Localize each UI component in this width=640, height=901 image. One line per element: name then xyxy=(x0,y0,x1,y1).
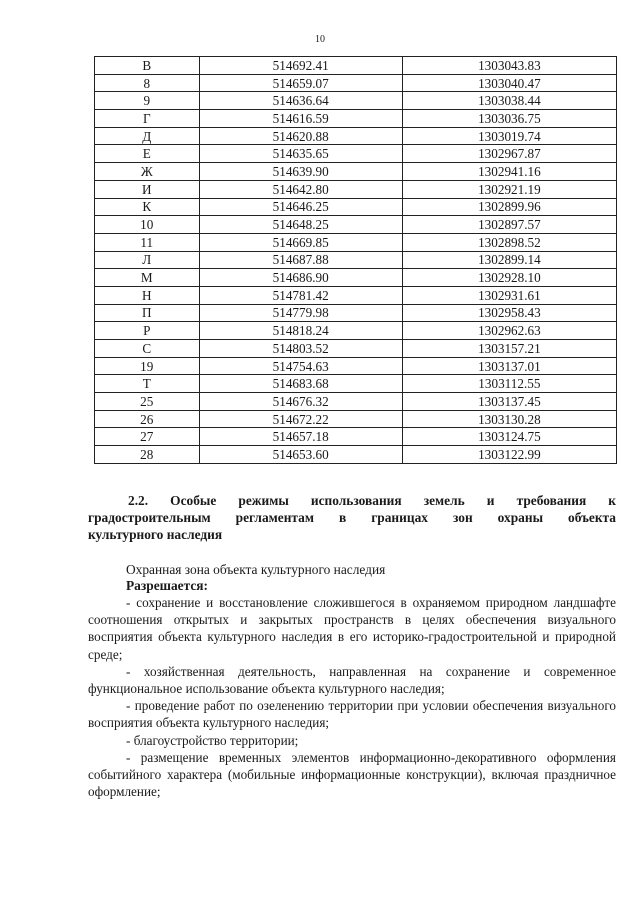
y-coordinate-cell: 1303157.21 xyxy=(402,340,616,358)
point-label-cell: 10 xyxy=(95,216,200,234)
table-row xyxy=(95,57,617,75)
point-label-cell: К xyxy=(95,198,200,216)
x-coordinate-cell: 514635.65 xyxy=(199,145,402,163)
table-row xyxy=(95,145,617,163)
y-coordinate-cell: 1302899.14 xyxy=(402,251,616,269)
x-coordinate-cell: 514818.24 xyxy=(199,322,402,340)
table-row xyxy=(95,233,617,251)
x-coordinate-cell: 514692.41 xyxy=(199,57,402,75)
point-label-cell: П xyxy=(95,304,200,322)
x-coordinate-cell: 514676.32 xyxy=(199,393,402,411)
section-heading-line-2: градостроительным регламентам в границах зон охраны объекта xyxy=(88,510,616,525)
y-coordinate-cell: 1303137.01 xyxy=(402,357,616,375)
y-coordinate-cell: 1302899.96 xyxy=(402,198,616,216)
allowed-label: Разрешается: xyxy=(126,578,208,593)
y-coordinate-cell: 1303112.55 xyxy=(402,375,616,393)
x-coordinate-cell: 514639.90 xyxy=(199,163,402,181)
x-coordinate-cell: 514620.88 xyxy=(199,127,402,145)
y-coordinate-cell: 1303122.99 xyxy=(402,446,616,464)
table-row xyxy=(95,163,617,181)
point-label-cell: Л xyxy=(95,251,200,269)
x-coordinate-cell: 514672.22 xyxy=(199,410,402,428)
x-coordinate-cell: 514659.07 xyxy=(199,74,402,92)
x-coordinate-cell: 514779.98 xyxy=(199,304,402,322)
y-coordinate-cell: 1303019.74 xyxy=(402,127,616,145)
y-coordinate-cell: 1303130.28 xyxy=(402,410,616,428)
section-heading xyxy=(88,492,616,543)
x-coordinate-cell: 514686.90 xyxy=(199,269,402,287)
section-heading-line-1: 2.2. Особые режимы использования земель и требования к xyxy=(128,493,616,508)
paragraph-4: - благоустройство территории; xyxy=(126,732,299,748)
y-coordinate-cell: 1302897.57 xyxy=(402,216,616,234)
y-coordinate-cell: 1303036.75 xyxy=(402,110,616,128)
point-label-cell: Ж xyxy=(95,163,200,181)
point-label-cell: Р xyxy=(95,322,200,340)
table-row xyxy=(95,393,617,411)
x-coordinate-cell: 514803.52 xyxy=(199,340,402,358)
x-coordinate-cell: 514781.42 xyxy=(199,286,402,304)
table-row xyxy=(95,410,617,428)
table-row xyxy=(95,304,617,322)
point-label-cell: Н xyxy=(95,286,200,304)
y-coordinate-cell: 1303043.83 xyxy=(402,57,616,75)
y-coordinate-cell: 1302967.87 xyxy=(402,145,616,163)
table-row xyxy=(95,74,617,92)
point-label-cell: 8 xyxy=(95,74,200,92)
table-row xyxy=(95,127,617,145)
y-coordinate-cell: 1302928.10 xyxy=(402,269,616,287)
point-label-cell: С xyxy=(95,340,200,358)
table-row xyxy=(95,357,617,375)
table-row xyxy=(95,180,617,198)
point-label-cell: Г xyxy=(95,110,200,128)
y-coordinate-cell: 1303038.44 xyxy=(402,92,616,110)
paragraph-3: - проведение работ по озеленению территории при условии обеспечения визуального восприятия объекта культурного наследия; xyxy=(88,698,616,731)
page-number: 10 xyxy=(315,34,325,45)
table-row xyxy=(95,375,617,393)
body-text xyxy=(88,594,616,800)
y-coordinate-cell: 1302898.52 xyxy=(402,233,616,251)
x-coordinate-cell: 514648.25 xyxy=(199,216,402,234)
point-label-cell: Т xyxy=(95,375,200,393)
point-label-cell: И xyxy=(95,180,200,198)
point-label-cell: Д xyxy=(95,127,200,145)
paragraph-2: - хозяйственная деятельность, направленная на сохранение и современное функциональное использование объекта культурного наследия; xyxy=(88,663,616,697)
point-label-cell: В xyxy=(95,57,200,75)
y-coordinate-cell: 1302921.19 xyxy=(402,180,616,198)
table-row xyxy=(95,198,617,216)
table-row xyxy=(95,110,617,128)
paragraph-1: - сохранение и восстановление сложившегося в охраняемом природном ландшафте соотношения открытых и закрытых пространств в целях обеспечения визуального восприятия объекта культурного наследия в его историко-градостроительной и природной среде; xyxy=(88,595,616,662)
point-label-cell: 27 xyxy=(95,428,200,446)
x-coordinate-cell: 514687.88 xyxy=(199,251,402,269)
point-label-cell: 9 xyxy=(95,92,200,110)
table-row xyxy=(95,251,617,269)
table-row xyxy=(95,92,617,110)
x-coordinate-cell: 514653.60 xyxy=(199,446,402,464)
y-coordinate-cell: 1302958.43 xyxy=(402,304,616,322)
zone-title: Охранная зона объекта культурного наследия xyxy=(126,562,386,577)
table-row xyxy=(95,322,617,340)
point-label-cell: 11 xyxy=(95,233,200,251)
y-coordinate-cell: 1302931.61 xyxy=(402,286,616,304)
point-label-cell: М xyxy=(95,269,200,287)
y-coordinate-cell: 1302962.63 xyxy=(402,322,616,340)
y-coordinate-cell: 1303137.45 xyxy=(402,393,616,411)
paragraph-5: - размещение временных элементов информационно-декоративного оформления событийного характера (мобильные информационные конструкции), включая праздничное оформление; xyxy=(88,749,616,800)
coordinates-table-body xyxy=(95,57,617,464)
table-row xyxy=(95,216,617,234)
x-coordinate-cell: 514636.64 xyxy=(199,92,402,110)
y-coordinate-cell: 1302941.16 xyxy=(402,163,616,181)
point-label-cell: Е xyxy=(95,145,200,163)
table-row xyxy=(95,286,617,304)
x-coordinate-cell: 514754.63 xyxy=(199,357,402,375)
point-label-cell: 19 xyxy=(95,357,200,375)
x-coordinate-cell: 514683.68 xyxy=(199,375,402,393)
x-coordinate-cell: 514616.59 xyxy=(199,110,402,128)
x-coordinate-cell: 514646.25 xyxy=(199,198,402,216)
point-label-cell: 28 xyxy=(95,446,200,464)
table-row xyxy=(95,428,617,446)
x-coordinate-cell: 514669.85 xyxy=(199,233,402,251)
table-row xyxy=(95,446,617,464)
x-coordinate-cell: 514657.18 xyxy=(199,428,402,446)
point-label-cell: 25 xyxy=(95,393,200,411)
table-row xyxy=(95,340,617,358)
x-coordinate-cell: 514642.80 xyxy=(199,180,402,198)
section-heading-line-3: культурного наследия xyxy=(88,527,223,542)
table-row xyxy=(95,269,617,287)
coordinates-table xyxy=(94,56,617,464)
point-label-cell: 26 xyxy=(95,410,200,428)
y-coordinate-cell: 1303124.75 xyxy=(402,428,616,446)
y-coordinate-cell: 1303040.47 xyxy=(402,74,616,92)
